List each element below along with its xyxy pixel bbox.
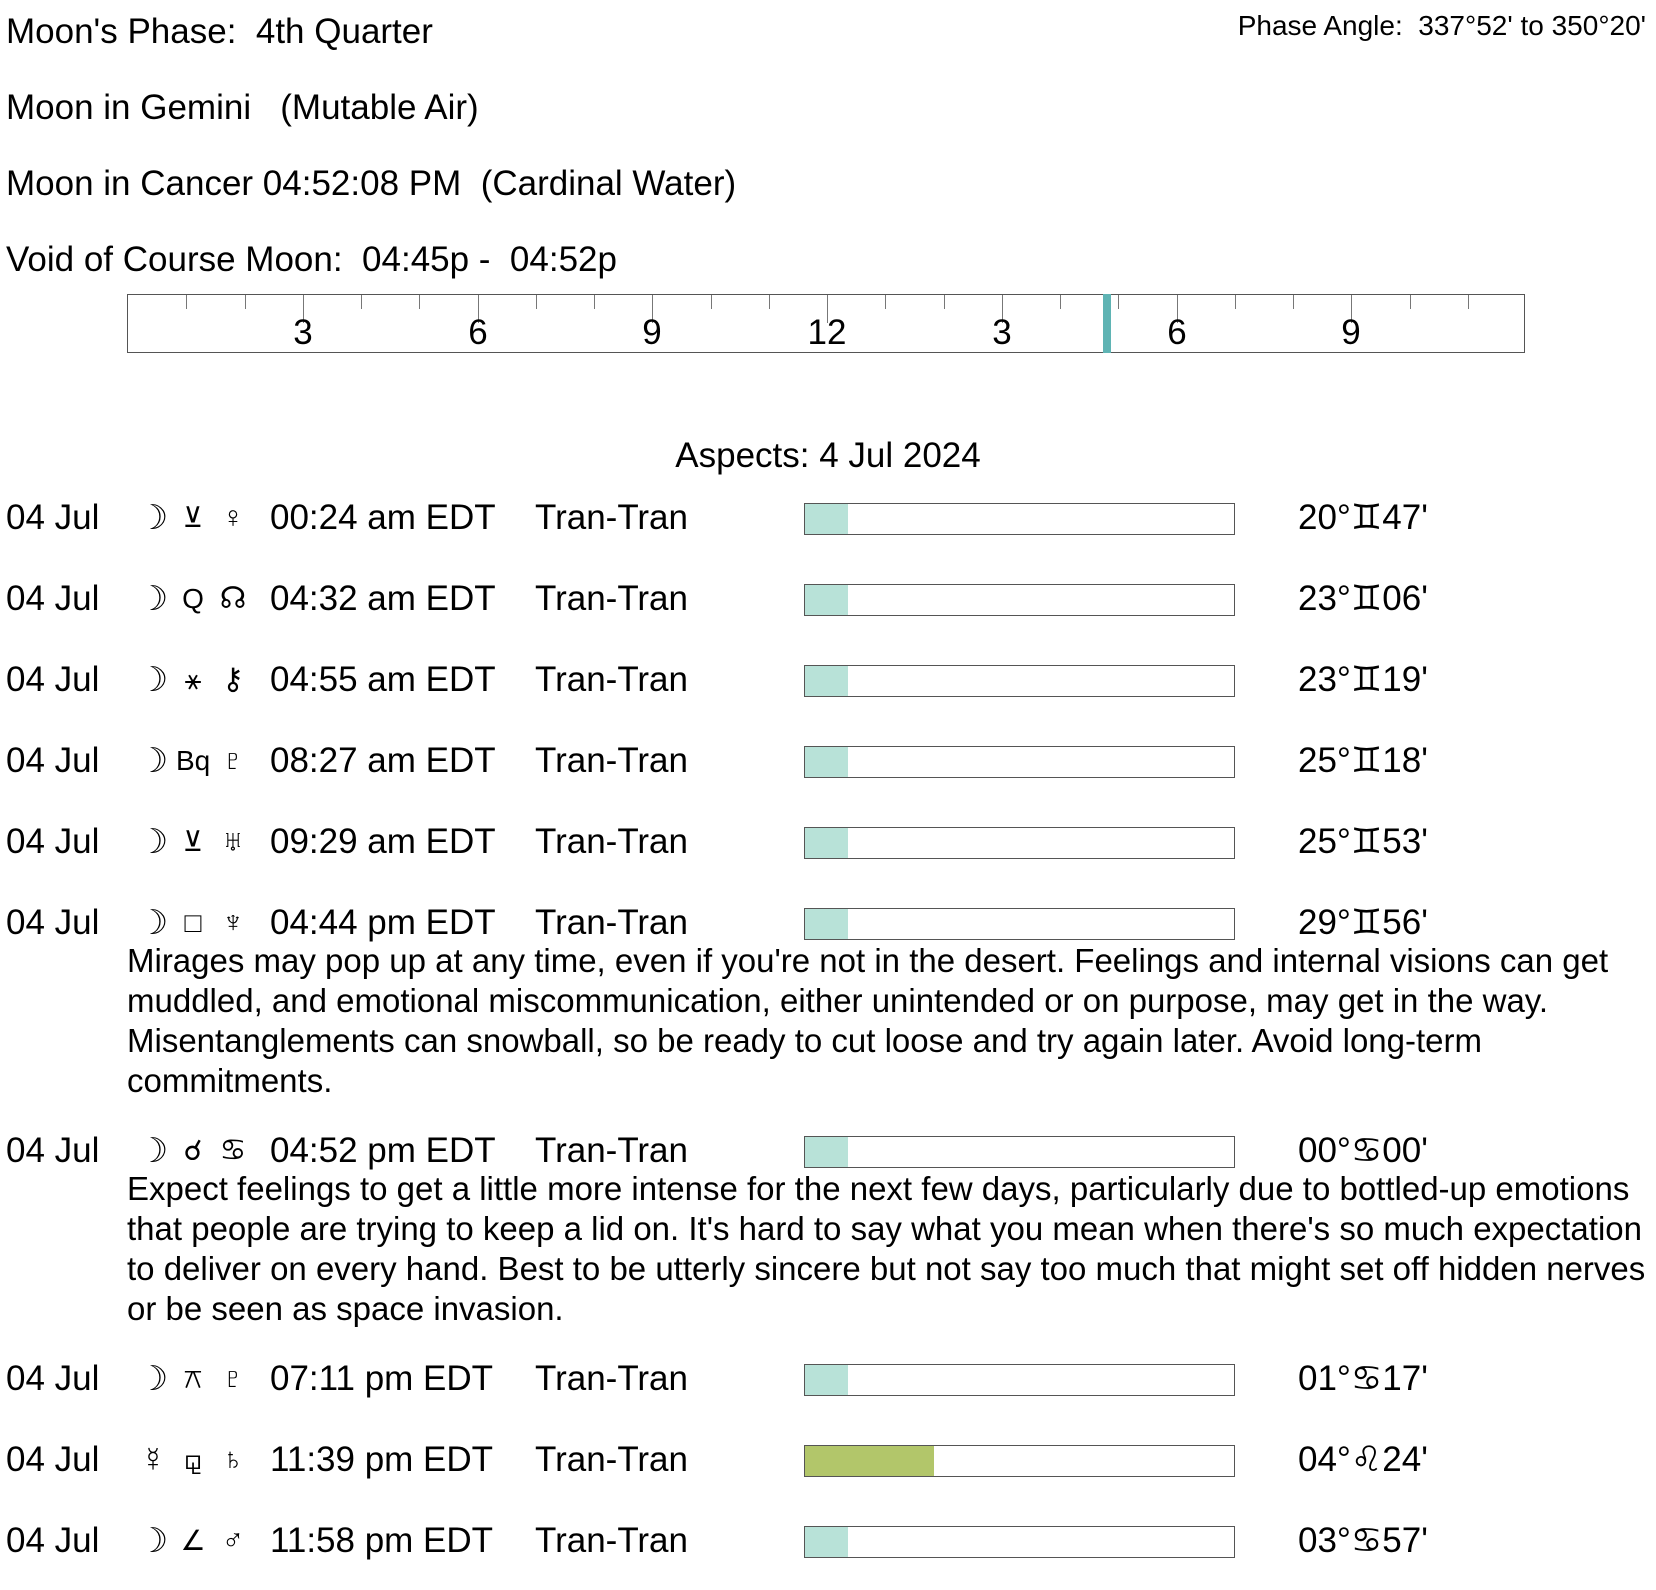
aspect-date: 04 Jul — [6, 822, 100, 861]
timeline-tick — [536, 295, 537, 309]
moon-phase-text: Moon's Phase: 4th Quarter — [6, 12, 433, 51]
aspect-date: 04 Jul — [6, 660, 100, 699]
aspect-kind: Tran-Tran — [535, 1131, 688, 1170]
aspect-position: 25°♊53' — [1298, 822, 1428, 861]
aspect-strength-fill — [805, 909, 848, 939]
planet2-icon: ♅ — [221, 825, 245, 858]
moon-ingress-text: Moon in Cancer 04:52:08 PM (Cardinal Water) — [6, 164, 737, 203]
timeline-tick — [1293, 295, 1294, 309]
aspect-row — [0, 658, 1656, 702]
timeline-tick — [245, 295, 246, 309]
aspect-row — [0, 739, 1656, 783]
aspect-time: 04:55 am EDT — [270, 660, 496, 699]
aspect-icon: □ — [184, 907, 202, 938]
planet1-icon: ☽ — [137, 499, 169, 537]
aspect-position: 01°♋17' — [1298, 1359, 1428, 1398]
aspect-date: 04 Jul — [6, 741, 100, 780]
aspect-strength-fill — [805, 1527, 848, 1557]
aspect-position: 20°♊47' — [1298, 498, 1428, 537]
timeline-tick — [944, 295, 945, 309]
aspect-date: 04 Jul — [6, 1440, 100, 1479]
aspect-row — [0, 577, 1656, 621]
aspect-time: 00:24 am EDT — [270, 498, 496, 537]
timeline-hour-label: 3 — [293, 313, 313, 352]
aspect-time: 04:32 am EDT — [270, 579, 496, 618]
timeline-tick — [1235, 295, 1236, 309]
aspect-row — [0, 1357, 1656, 1401]
aspect-strength-bar — [804, 1526, 1235, 1558]
timeline-hour-label: 12 — [807, 313, 847, 352]
aspect-time: 07:11 pm EDT — [270, 1359, 494, 1398]
aspect-position: 23°♊06' — [1298, 579, 1428, 618]
void-of-course-text: Void of Course Moon: 04:45p - 04:52p — [6, 240, 617, 279]
planet2-icon: ⚷ — [222, 663, 244, 696]
aspect-strength-fill — [805, 1365, 848, 1395]
aspect-time: 11:39 pm EDT — [270, 1440, 494, 1479]
timeline-tick — [594, 295, 595, 309]
aspect-icon: ⚻ — [183, 1363, 203, 1394]
aspect-time: 04:52 pm EDT — [270, 1131, 496, 1170]
planet2-icon: ♆ — [221, 906, 245, 939]
aspect-strength-fill — [805, 666, 848, 696]
aspect-time: 08:27 am EDT — [270, 741, 496, 780]
aspect-description: Mirages may pop up at any time, even if you're not in the desert. Feelings and internal visions can get muddled, and emotional miscommunication, either unintended or on purpose, may get in the way. Misentanglements can snowball, so be ready to cut loose and try again later. Avoid long-term commitments. — [127, 942, 1609, 1099]
aspect-position: 23°♊19' — [1298, 660, 1428, 699]
planet2-icon: ♇ — [221, 1362, 245, 1395]
aspect-icon: ☌ — [183, 1135, 203, 1166]
timeline-hour-label: 6 — [1167, 313, 1187, 352]
planet2-icon: ☊ — [219, 582, 247, 615]
aspect-icon: Bq — [176, 745, 211, 776]
timeline-tick — [186, 295, 187, 309]
aspect-icon: ⊻ — [182, 826, 204, 857]
aspect-date: 04 Jul — [6, 579, 100, 618]
planet1-icon: ☽ — [137, 661, 169, 699]
aspect-date: 04 Jul — [6, 1131, 100, 1170]
aspect-date: 04 Jul — [6, 903, 100, 942]
planet1-icon: ☽ — [137, 580, 169, 618]
aspect-strength-fill — [805, 828, 848, 858]
aspect-kind: Tran-Tran — [535, 822, 688, 861]
timeline-tick — [361, 295, 362, 309]
aspect-kind: Tran-Tran — [535, 741, 688, 780]
aspect-icon: ⚹ — [184, 664, 202, 695]
timeline-tick — [1118, 295, 1119, 309]
aspect-strength-bar — [804, 1445, 1235, 1477]
timeline-hour-label: 3 — [992, 313, 1012, 352]
aspect-strength-bar — [804, 1136, 1235, 1168]
aspect-date: 04 Jul — [6, 1521, 100, 1560]
aspect-description: Expect feelings to get a little more intense for the next few days, particularly due to bottled-up emotions that people are trying to keep a lid on. It's hard to say what you mean when there's so much expectation to deliver on every hand. Best to be utterly sincere but not say too much that might set off hidden nerves or be seen as space invasion. — [127, 1170, 1646, 1327]
aspect-kind: Tran-Tran — [535, 1521, 688, 1560]
timeline-tick — [1410, 295, 1411, 309]
planet1-icon: ☿ — [140, 1441, 166, 1479]
aspects-title — [0, 436, 1656, 476]
aspect-position: 03°♋57' — [1298, 1521, 1428, 1560]
aspect-position: 25°♊18' — [1298, 741, 1428, 780]
aspect-position: 29°♊56' — [1298, 903, 1428, 942]
aspect-time: 09:29 am EDT — [270, 822, 496, 861]
planet2-icon: ♄ — [221, 1443, 245, 1476]
aspect-strength-fill — [805, 1137, 848, 1167]
aspect-position: 04°♌24' — [1298, 1440, 1428, 1479]
aspect-strength-bar — [804, 503, 1235, 535]
aspects-title-text: Aspects: 4 Jul 2024 — [675, 436, 981, 475]
aspect-kind: Tran-Tran — [535, 579, 688, 618]
void-moon-marker — [1103, 294, 1111, 353]
aspect-strength-bar — [804, 584, 1235, 616]
aspect-row — [0, 901, 1656, 945]
aspect-time: 11:58 pm EDT — [270, 1521, 494, 1560]
aspect-row — [0, 1438, 1656, 1482]
phase-angle-text: Phase Angle: 337°52' to 350°20' — [1237, 10, 1646, 41]
aspect-kind: Tran-Tran — [535, 1359, 688, 1398]
aspect-kind: Tran-Tran — [535, 903, 688, 942]
aspect-row — [0, 1129, 1656, 1173]
aspect-strength-bar — [804, 746, 1235, 778]
timeline-tick — [1060, 295, 1061, 309]
planet2-icon: ♀ — [221, 501, 245, 534]
moon-sign-text: Moon in Gemini (Mutable Air) — [6, 88, 479, 127]
timeline-tick — [711, 295, 712, 309]
planet1-icon: ☽ — [137, 904, 169, 942]
timeline-tick — [1468, 295, 1469, 309]
planet2-icon: ♋ — [219, 1134, 247, 1167]
aspect-strength-bar — [804, 665, 1235, 697]
aspect-date: 04 Jul — [6, 1359, 100, 1398]
aspect-icon: Q — [182, 583, 204, 614]
aspect-strength-bar — [804, 827, 1235, 859]
aspect-icon: ∠ — [180, 1525, 206, 1556]
aspect-kind: Tran-Tran — [535, 498, 688, 537]
aspect-date: 04 Jul — [6, 498, 100, 537]
aspect-row — [0, 820, 1656, 864]
planet2-icon: ♇ — [221, 744, 245, 777]
planet2-icon: ♂ — [221, 1524, 245, 1557]
aspect-row — [0, 496, 1656, 540]
aspect-kind: Tran-Tran — [535, 660, 688, 699]
planet1-icon: ☽ — [137, 1360, 169, 1398]
aspect-icon: ⊻ — [182, 502, 204, 533]
aspect-position: 00°♋00' — [1298, 1131, 1428, 1170]
aspect-strength-fill — [805, 504, 848, 534]
planet1-icon: ☽ — [137, 1132, 169, 1170]
aspect-strength-fill — [805, 747, 848, 777]
timeline-tick — [885, 295, 886, 309]
day-timeline — [127, 294, 1525, 353]
timeline-hour-label: 9 — [642, 313, 662, 352]
aspect-strength-fill — [805, 1446, 934, 1476]
aspect-kind: Tran-Tran — [535, 1440, 688, 1479]
planet1-icon: ☽ — [137, 1522, 169, 1560]
planet1-icon: ☽ — [137, 742, 169, 780]
aspect-strength-bar — [804, 908, 1235, 940]
timeline-hour-label: 6 — [468, 313, 488, 352]
planet1-icon: ☽ — [137, 823, 169, 861]
aspect-icon: ⚼ — [183, 1444, 203, 1475]
aspect-strength-fill — [805, 585, 848, 615]
timeline-hour-label: 9 — [1341, 313, 1361, 352]
aspect-strength-bar — [804, 1364, 1235, 1396]
aspect-row — [0, 1519, 1656, 1563]
aspect-time: 04:44 pm EDT — [270, 903, 496, 942]
timeline-tick — [419, 295, 420, 309]
timeline-tick — [769, 295, 770, 309]
